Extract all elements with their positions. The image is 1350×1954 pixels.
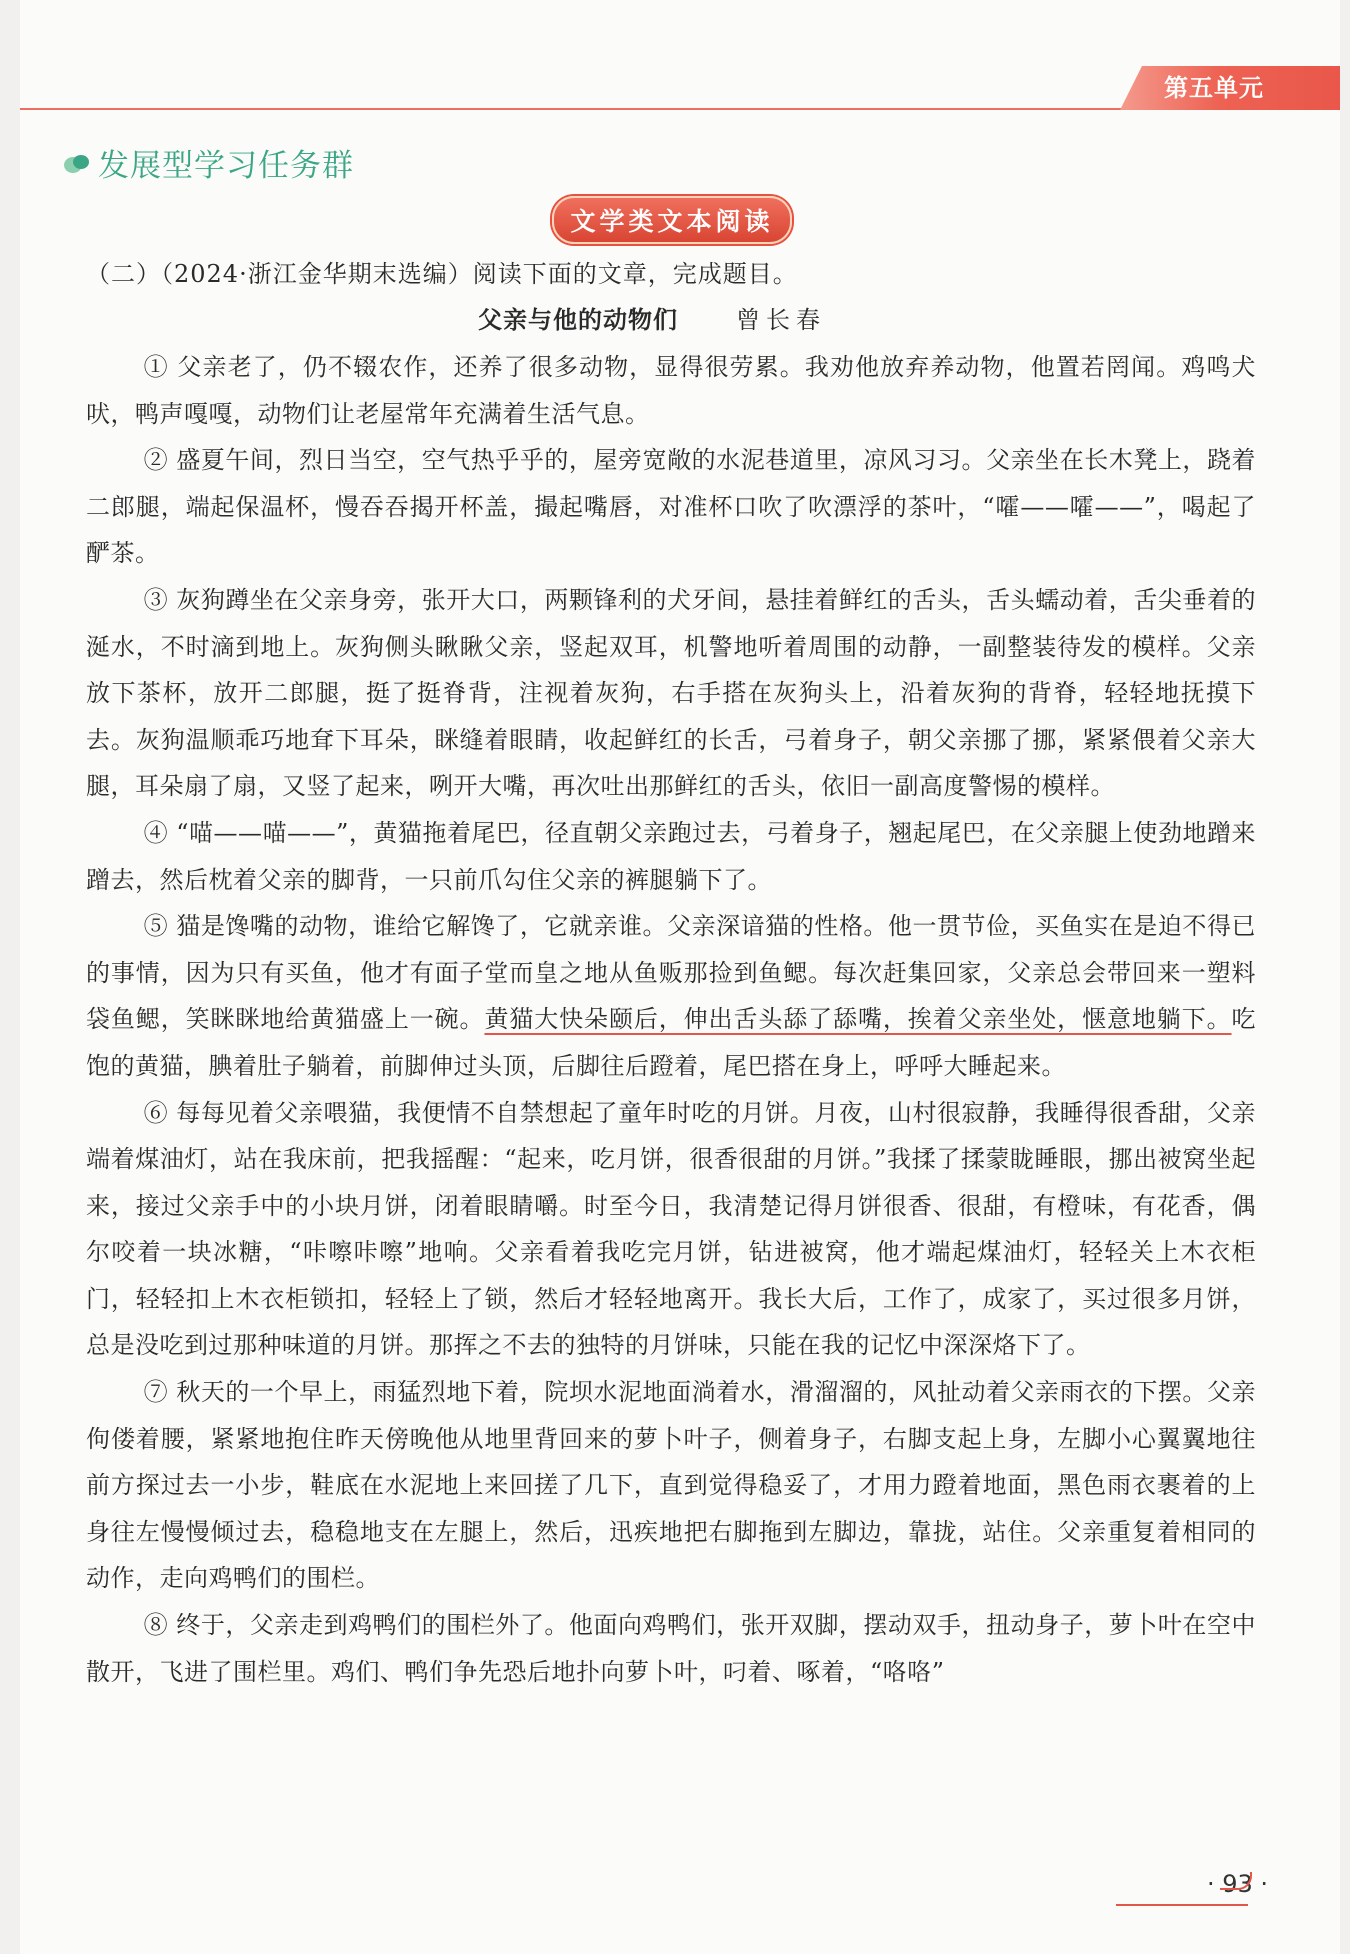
paragraph-5: [86, 903, 1256, 1089]
article-body: [86, 344, 1256, 1695]
paragraph-6: ⑥ 每每见着父亲喂猫，我便情不自禁想起了童年时吃的月饼。月夜，山村很寂静，我睡得很香甜，父亲端着煤油灯，站在我床前，把我摇醒：“起来，吃月饼，很香很甜的月饼。”我揉了揉蒙眬睡眼，挪出被窝坐起来，接过父亲手中的小块月饼，闭着眼睛嚼。时至今日，我清楚记得月饼很香、很甜，有橙味，有花香，偶尔咬着一块冰糖，“咔嚓咔嚓”地响。父亲看着我吃完月饼，钻进被窝，他才端起煤油灯，轻轻关上木衣柜门，轻轻扣上木衣柜锁扣，轻轻上了锁，然后才轻轻地离开。我长大后，工作了，成家了，买过很多月饼，总是没吃到过那种味道的月饼。那挥之不去的独特的月饼味，只能在我的记忆中深深烙下了。: [86, 1098, 1256, 1360]
article-author: 曾长春: [736, 306, 826, 334]
paragraph-3: ③ 灰狗蹲坐在父亲身旁，张开大口，两颗锋利的犬牙间，悬挂着鲜红的舌头，舌头蠕动着，舌尖垂着的涎水，不时滴到地上。灰狗侧头瞅瞅父亲，竖起双耳，机警地听着周围的动静，一副整装待发的模样。父亲放下茶杯，放开二郎腿，挺了挺脊背，注视着灰狗，右手搭在灰狗头上，沿着灰狗的背脊，轻轻地抚摸下去。灰狗温顺乖巧地耷下耳朵，眯缝着眼睛，收起鲜红的长舌，弓着身子，朝父亲挪了挪，紧紧偎着父亲大腿，耳朵扇了扇，又竖了起来，咧开大嘴，再次吐出那鲜红的舌头，依旧一副高度警惕的模样。: [86, 585, 1256, 801]
paragraph-5-start: ⑤ 猫是馋嘴的动物，谁给它解馋了，它就亲谁。父亲深谙猫的性格。他一贯节俭，买鱼实在是迫不得已的事情，因为只有买鱼，他才有面子堂而皇之地从鱼贩那捡到鱼鳃。每次赶集回家，父亲总会带回来一塑料袋鱼鳃，笑眯眯地给黄猫盛上一碗。: [86, 912, 1256, 1034]
question-intro: （二）（2024·浙江金华期末选编）阅读下面的文章，完成题目。: [86, 260, 798, 288]
leaf-icon: [62, 150, 92, 176]
section-heading: [62, 140, 354, 185]
paragraph-7: ⑦ 秋天的一个早上，雨猛烈地下着，院坝水泥地面淌着水，滑溜溜的，风扯动着父亲雨衣的下摆。父亲佝偻着腰，紧紧地抱住昨天傍晚他从地里背回来的萝卜叶子，侧着身子，右脚支起上身，左脚小心翼翼地往前方探过去一小步，鞋底在水泥地上来回搓了几下，直到觉得稳妥了，才用力蹬着地面，黑色雨衣裹着的上身往左慢慢倾过去，稳稳地支在左腿上，然后，迅疾地把右脚拖到左脚边，靠拢，站住。父亲重复着相同的动作，走向鸡鸭们的围栏。: [86, 1378, 1256, 1593]
section-title: 发展型学习任务群: [98, 148, 354, 184]
article-heading: [478, 302, 826, 338]
reading-banner: [552, 196, 792, 244]
paragraph-1: ① 父亲老了，仍不辍农作，还养了很多动物，显得很劳累。我劝他放弃养动物，他置若罔闻。鸡鸣犬吠，鸭声嘎嘎，动物们让老屋常年充满着生活气息。: [86, 353, 1256, 428]
page-number: · 93 ·: [1206, 1870, 1268, 1898]
paragraph-8: ⑧ 终于，父亲走到鸡鸭们的围栏外了。他面向鸡鸭们，张开双脚，摆动双手，扭动身子，萝卜叶在空中散开，飞进了围栏里。鸡们、鸭们争先恐后地扑向萝卜叶，叼着、啄着，“咯咯”: [86, 1611, 1256, 1686]
banner-text: 文学类文本阅读: [570, 207, 774, 236]
paragraph-2: ② 盛夏午间，烈日当空，空气热乎乎的，屋旁宽敞的水泥巷道里，凉风习习。父亲坐在长木凳上，跷着二郎腿，端起保温杯，慢吞吞揭开杯盖，撮起嘴唇，对准杯口吹了吹漂浮的茶叶，“嚯——嚯——”，喝起了酽茶。: [86, 446, 1256, 568]
paragraph-5-end: 吃饱的黄猫，腆着肚子躺着，前脚伸过头顶，后脚往后蹬着，尾巴搭在身上，呼呼大睡起来。: [86, 1005, 1257, 1080]
page-number-rule: [1116, 1904, 1248, 1906]
article-title: 父亲与他的动物们: [478, 306, 678, 334]
unit-label: 第五单元: [1164, 74, 1264, 102]
paragraph-4: ④ “喵——喵——”，黄猫拖着尾巴，径直朝父亲跑过去，弓着身子，翘起尾巴，在父亲腿上使劲地蹭来蹭去，然后枕着父亲的脚背，一只前爪勾住父亲的裤腿躺下了。: [86, 818, 1256, 894]
underlined-sentence: 黄猫大快朵颐后，伸出舌头舔了舔嘴，挨着父亲坐处，惬意地躺下。: [484, 1005, 1232, 1034]
